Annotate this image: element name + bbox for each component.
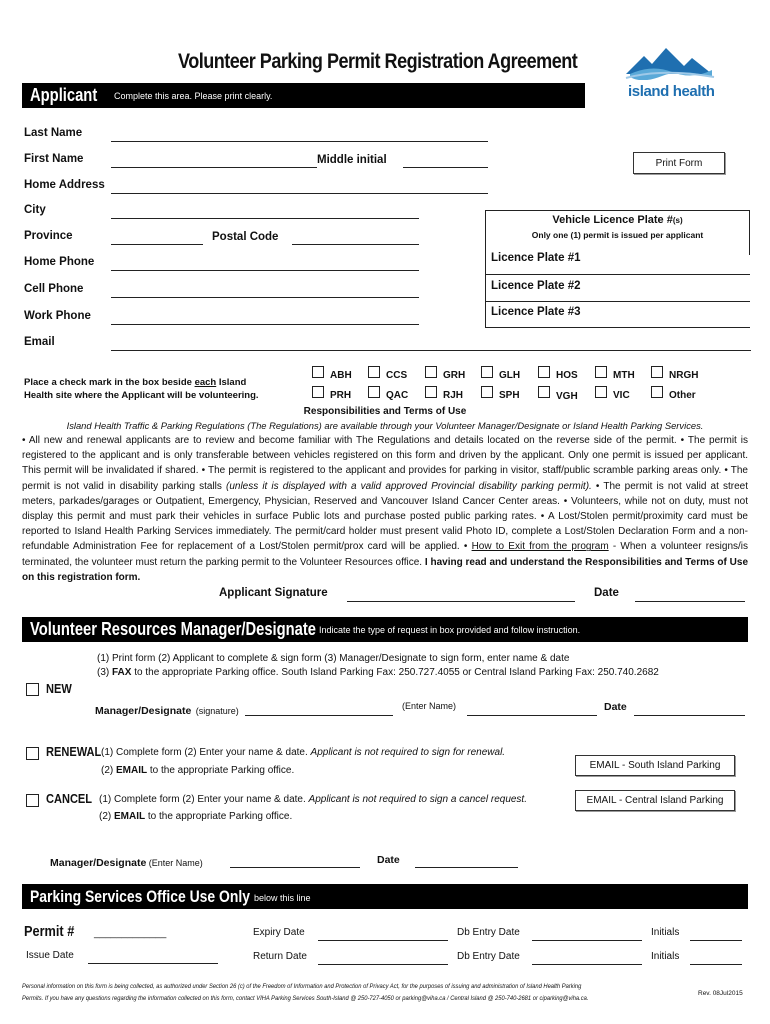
bottom-date-field[interactable] <box>415 867 518 868</box>
site-label-qac: QAC <box>386 390 409 401</box>
permit-number-label: Permit # <box>24 923 75 940</box>
licence-plate-3-label: Licence Plate #3 <box>491 306 581 318</box>
home-phone-field[interactable] <box>111 270 419 271</box>
site-label-grh: GRH <box>443 370 466 381</box>
site-checkbox-mth[interactable] <box>595 366 607 378</box>
site-checkbox-vgh[interactable] <box>538 386 550 398</box>
site-checkbox-nrgh[interactable] <box>651 366 663 378</box>
site-label-ccs: CCS <box>386 370 408 381</box>
manager-date-field[interactable] <box>634 715 745 716</box>
site-checkbox-abh[interactable] <box>312 366 324 378</box>
province-field[interactable] <box>111 244 203 245</box>
email-field[interactable] <box>111 350 751 351</box>
city-field[interactable] <box>111 218 419 219</box>
work-phone-label: Work Phone <box>24 310 91 322</box>
site-label-rjh: RJH <box>443 390 464 401</box>
office-section-bar <box>22 884 748 909</box>
return-date-label: Return Date <box>253 951 307 962</box>
db-entry-date-label-1: Db Entry Date <box>457 927 520 938</box>
office-heading: Parking Services Office Use Only <box>30 887 251 906</box>
initials-label-2: Initials <box>651 951 680 962</box>
bottom-date-label: Date <box>377 854 400 866</box>
cancel-label: CANCEL <box>46 791 93 806</box>
site-checkbox-prh[interactable] <box>312 386 324 398</box>
site-checkbox-vic[interactable] <box>595 386 607 398</box>
cancel-step-1: (1) Complete form (2) Enter your name & date. Applicant is not required to sign a cancel request. <box>99 794 527 805</box>
manager-date-label: Date <box>604 701 627 713</box>
first-name-label: First Name <box>24 153 84 165</box>
privacy-notice: Personal information on this form is being collected, as authorized under Section 26 (c) of the Freedom of Information and Protection of Privacy Act, for the purposes of issuing and administration of Island Health Parking Permits. If you have any questions regarding the information collected on this form, contact VIHA Parking Services South-Island @ 250-727-4050 or parking@viha.ca / Central Island @ 250-740-2681 or ciparking@viha.ca. <box>22 983 589 1002</box>
site-label-vgh: VGH <box>556 391 578 402</box>
site-label-hos: HOS <box>556 370 578 381</box>
initials-label-1: Initials <box>651 927 680 938</box>
renewal-checkbox[interactable] <box>26 747 39 760</box>
vehicle-plate-title: Vehicle Licence Plate # <box>552 214 673 226</box>
applicant-heading: Applicant <box>30 85 98 105</box>
middle-initial-field[interactable] <box>403 167 488 168</box>
email-central-island-button[interactable]: EMAIL - Central Island Parking <box>575 790 735 811</box>
site-checkbox-ccs[interactable] <box>368 366 380 378</box>
manager-subheading: Indicate the type of request in box provided and follow instruction. <box>319 625 581 635</box>
manager-signature-field[interactable] <box>245 715 393 716</box>
site-label-glh: GLH <box>499 370 521 381</box>
applicant-signature-field[interactable] <box>347 601 575 602</box>
last-name-field[interactable] <box>111 141 488 142</box>
office-subheading: below this line <box>254 893 311 903</box>
email-south-island-button[interactable]: EMAIL - South Island Parking <box>575 755 735 776</box>
bottom-manager-name-field[interactable] <box>230 867 360 868</box>
applicant-subheading: Complete this area. Please print clearly. <box>114 91 273 101</box>
terms-intro: Island Health Traffic & Parking Regulations (The Regulations) are available through your Volunteer Manager/Designate or Island Health Parking Services. <box>66 420 704 431</box>
form-title: Volunteer Parking Permit Registration Agreement <box>178 50 578 73</box>
new-step-1: (1) Print form (2) Applicant to complete & sign form (3) Manager/Designate to sign form, enter name & date <box>97 653 570 664</box>
enter-name-hint: (Enter Name) <box>402 701 457 711</box>
province-label: Province <box>24 230 73 242</box>
applicant-date-field[interactable] <box>635 601 745 602</box>
how-to-exit-link[interactable]: How to Exit from the program <box>471 541 609 553</box>
initials-field-1[interactable] <box>690 940 742 941</box>
manager-heading: Volunteer Resources Manager/Designate <box>30 619 317 639</box>
site-checkbox-sph[interactable] <box>481 386 493 398</box>
site-checkbox-rjh[interactable] <box>425 386 437 398</box>
applicant-signature-label: Applicant Signature <box>219 587 328 599</box>
site-checkbox-glh[interactable] <box>481 366 493 378</box>
licence-plate-1-field[interactable] <box>486 274 750 275</box>
vehicle-plate-box-right-border <box>749 245 750 255</box>
vehicle-plate-title-suffix: (s) <box>672 216 683 225</box>
db-entry-date-label-2: Db Entry Date <box>457 951 520 962</box>
db-entry-date-field-1[interactable] <box>532 940 642 941</box>
site-label-nrgh: NRGH <box>669 370 699 381</box>
licence-plate-2-field[interactable] <box>486 301 750 302</box>
logo-wordmark: island health <box>628 83 715 100</box>
terms-heading: Responsibilities and Terms of Use <box>303 406 467 417</box>
renewal-step-1: (1) Complete form (2) Enter your name & date. Applicant is not required to sign for renewal. <box>101 747 506 758</box>
last-name-label: Last Name <box>24 127 83 139</box>
bottom-manager-label: Manager/Designate (Enter Name) <box>50 857 203 869</box>
home-address-label: Home Address <box>24 179 105 191</box>
site-label-prh: PRH <box>330 390 352 401</box>
site-checkbox-grh[interactable] <box>425 366 437 378</box>
db-entry-date-field-2[interactable] <box>532 964 642 965</box>
cancel-step-2: (2) EMAIL to the appropriate Parking office. <box>99 811 293 822</box>
manager-section-bar <box>22 617 748 642</box>
postal-code-field[interactable] <box>292 244 419 245</box>
cell-phone-field[interactable] <box>111 297 419 298</box>
vehicle-plate-box-left-border <box>485 245 486 328</box>
permit-number-blank[interactable]: _____________ <box>94 928 167 939</box>
initials-field-2[interactable] <box>690 964 742 965</box>
applicant-section-bar <box>22 83 585 108</box>
home-phone-label: Home Phone <box>24 256 95 268</box>
vehicle-plate-box <box>485 210 750 245</box>
new-checkbox[interactable] <box>26 683 39 696</box>
city-label: City <box>24 204 46 216</box>
site-label-other: Other <box>669 390 696 401</box>
cancel-checkbox[interactable] <box>26 794 39 807</box>
licence-plate-2-label: Licence Plate #2 <box>491 280 581 292</box>
mountain-logo-icon <box>622 44 717 80</box>
site-checkbox-qac[interactable] <box>368 386 380 398</box>
issue-date-label: Issue Date <box>26 950 74 961</box>
expiry-date-field[interactable] <box>318 940 448 941</box>
site-label-abh: ABH <box>330 370 352 381</box>
site-instruction: Place a check mark in the box beside each Island Health site where the Applicant will be volunteering. <box>24 377 259 401</box>
print-form-button[interactable]: Print Form <box>633 152 725 174</box>
site-label-sph: SPH <box>499 390 520 401</box>
manager-name-field[interactable] <box>467 715 597 716</box>
home-address-field[interactable] <box>111 193 488 194</box>
island-health-logo <box>622 44 717 102</box>
revision-label: Rev. 08Jul2015 <box>698 990 743 997</box>
return-date-field[interactable] <box>318 964 448 965</box>
applicant-date-label: Date <box>594 587 619 599</box>
renewal-step-2: (2) EMAIL to the appropriate Parking office. <box>101 765 295 776</box>
first-name-field[interactable] <box>111 167 317 168</box>
middle-initial-label: Middle initial <box>317 154 387 166</box>
new-label: NEW <box>46 681 72 696</box>
work-phone-field[interactable] <box>111 324 419 325</box>
site-label-vic: VIC <box>613 390 630 401</box>
vehicle-plate-note: Only one (1) permit is issued per applicant <box>531 230 704 240</box>
site-label-mth: MTH <box>613 370 635 381</box>
manager-signature-label: Manager/Designate (signature) <box>95 705 239 717</box>
issue-date-field[interactable] <box>88 963 218 964</box>
terms-body: • All new and renewal applicants are to review and become familiar with The Regulations and details located on the reverse side of the permit. • The permit is registered to the applicant and is only transferable between vehicles registered on this form and driven by the applicant. Only one permit is issued per applicant. This permit will be invalidated if shared. • The permit is registered to the applicant and provides for parking in visitor, staff/public scramble parking areas only. • The permit is not valid in disability parking stalls (unless it is displayed with a valid approved Provincial disability parking permit). • The permit is not valid at street meters, parkades/garages or Outpatient, Emergency, Physician, Reserved and Vancouver Island Cancer Center areas. • Volunteers, while not on duty, must not display this permit and must park their vehicles in surface Public lots and purchase posted public parking rates. • A Lost/Stolen permit/proximity card must be reported to Island Health Parking Services immediately. The permit/card holder must present valid Photo ID, complete a Lost/Stolen Declaration Form and a non-refundable Administration Fee for replacement of a Lost/Stolen permit/prox card will be applied. • How to Exit from the program - When a volunteer resigns/is terminated, the volunteer must return the parking permit to the Volunteer Resources office. I having read and understand the Responsibilities and Terms of Use on this registration form. <box>22 435 748 583</box>
postal-code-label: Postal Code <box>212 231 279 243</box>
expiry-date-label: Expiry Date <box>253 927 305 938</box>
site-checkbox-other[interactable] <box>651 386 663 398</box>
licence-plate-3-field[interactable] <box>486 327 750 328</box>
email-label: Email <box>24 336 55 348</box>
new-step-2: (3) FAX to the appropriate Parking office. South Island Parking Fax: 250.727.4055 or Central Island Parking Fax: 250.740.2682 <box>97 667 659 678</box>
site-checkbox-hos[interactable] <box>538 366 550 378</box>
renewal-label: RENEWAL <box>46 744 102 759</box>
cell-phone-label: Cell Phone <box>24 283 84 295</box>
licence-plate-1-label: Licence Plate #1 <box>491 252 581 264</box>
